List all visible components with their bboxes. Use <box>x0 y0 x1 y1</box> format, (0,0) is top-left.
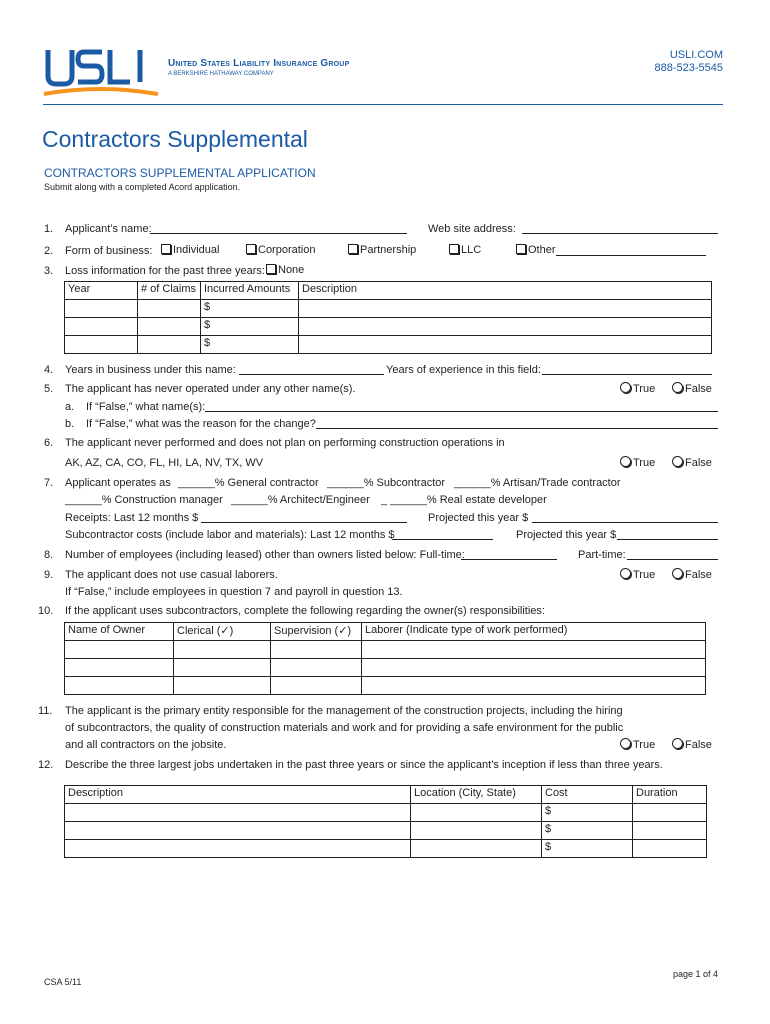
applicant-name-field[interactable] <box>150 233 407 234</box>
table-cell[interactable] <box>299 318 712 336</box>
subcontractor-costs-label: Subcontractor costs (include labor and materials): Last 12 months $ <box>65 529 395 541</box>
years-in-business-field[interactable] <box>239 374 384 375</box>
q9-false-radio[interactable] <box>672 568 712 581</box>
table-header-row <box>65 623 706 641</box>
q8-number: 8. <box>44 549 54 561</box>
table-cell[interactable]: $ <box>542 840 633 858</box>
table-cell[interactable] <box>271 641 362 659</box>
table-cell[interactable] <box>65 300 138 318</box>
table-cell[interactable] <box>65 318 138 336</box>
table-cell[interactable] <box>65 804 411 822</box>
parttime-field[interactable] <box>627 559 718 560</box>
q11-number: 11. <box>38 705 53 717</box>
q5b-label: If “False,” what was the reason for the change? <box>86 418 316 430</box>
table-cell[interactable] <box>271 659 362 677</box>
table-cell[interactable] <box>138 300 201 318</box>
table-cell[interactable]: $ <box>201 300 299 318</box>
jobs-col-duration: Duration <box>633 786 707 804</box>
logo-text: USLI <box>42 44 45 45</box>
q6-number: 6. <box>44 437 54 449</box>
table-cell[interactable]: $ <box>542 822 633 840</box>
q9-note: If “False,” include employees in question 7 and payroll in question 13. <box>65 586 403 598</box>
projected-label: Projected this year $ <box>428 512 529 524</box>
receipts-field[interactable] <box>201 522 407 523</box>
q10-number: 10. <box>38 605 54 617</box>
other-label: Other <box>528 244 556 256</box>
q5b-number: b. <box>65 418 75 430</box>
subcontractor-field[interactable]: ______% Subcontractor <box>327 477 446 489</box>
table-cell[interactable] <box>174 641 271 659</box>
table-cell[interactable] <box>174 659 271 677</box>
q9-label: The applicant does not use casual laborers. <box>65 569 278 581</box>
q6-label: The applicant never performed and does not plan on performing construction operations in <box>65 437 505 449</box>
table-cell[interactable] <box>362 641 706 659</box>
q6-true-radio[interactable] <box>620 456 655 469</box>
table-header-row <box>65 282 712 300</box>
table-cell[interactable] <box>299 300 712 318</box>
q4-label2: Years of experience in this field: <box>386 364 541 376</box>
q5-number: 5. <box>44 383 54 395</box>
q11-false-radio[interactable] <box>672 738 712 751</box>
architect-field[interactable]: ______% Architect/Engineer <box>231 494 370 506</box>
individual-label: Individual <box>173 244 220 256</box>
none-label: None <box>278 264 305 276</box>
table-row <box>65 822 707 840</box>
header-phone: 888-523-5545 <box>654 62 723 74</box>
table-cell[interactable] <box>633 840 707 858</box>
q6-false-radio[interactable] <box>672 456 712 469</box>
usli-logo <box>42 44 160 102</box>
table-cell[interactable] <box>299 336 712 354</box>
table-row <box>65 840 707 858</box>
table-cell[interactable] <box>65 336 138 354</box>
q2-number: 2. <box>44 245 54 257</box>
jobs-col-description: Description <box>65 786 411 804</box>
table-cell[interactable] <box>411 822 542 840</box>
true-label: True <box>633 383 656 395</box>
owners-col-clerical: Clerical (✓) <box>174 623 271 641</box>
table-cell[interactable] <box>65 840 411 858</box>
q5a-label: If “False,” what name(s): <box>86 401 206 413</box>
table-row <box>65 677 706 695</box>
q5-label: The applicant has never operated under any other name(s). <box>65 383 356 395</box>
loss-table <box>64 281 712 354</box>
table-row <box>65 659 706 677</box>
change-reason-field[interactable] <box>316 428 718 429</box>
false-label: False <box>685 569 712 581</box>
loss-col-claims: # of Claims <box>138 282 201 300</box>
q3-label: Loss information for the past three years: <box>65 265 265 277</box>
q11-line1: The applicant is the primary entity responsible for the management of the construction projects, including the hiring <box>65 705 623 717</box>
receipts-label: Receipts: Last 12 months $ <box>65 512 199 524</box>
owners-col-supervision: Supervision (✓) <box>271 623 362 641</box>
years-experience-field[interactable] <box>542 374 712 375</box>
table-cell[interactable] <box>271 677 362 695</box>
jobs-col-cost: Cost <box>542 786 633 804</box>
table-cell[interactable] <box>362 677 706 695</box>
form-code: CSA 5/11 <box>44 977 82 987</box>
false-label: False <box>685 739 712 751</box>
none-checkbox[interactable] <box>266 264 304 276</box>
true-label: True <box>633 457 656 469</box>
table-cell[interactable] <box>138 318 201 336</box>
real-estate-field[interactable]: _ ______% Real estate developer <box>381 494 547 506</box>
projected2-field[interactable] <box>617 539 718 540</box>
other-names-field[interactable] <box>205 411 718 412</box>
table-row <box>65 318 712 336</box>
company-tagline: A BERKSHIRE HATHAWAY COMPANY <box>168 71 274 77</box>
q2-label: Form of business: <box>65 245 153 257</box>
llc-checkbox[interactable] <box>449 244 481 256</box>
q7-label: Applicant operates as <box>65 477 171 489</box>
q1-number: 1. <box>44 223 54 235</box>
header-divider <box>43 104 723 105</box>
instruction-text: Submit along with a completed Acord application. <box>44 182 241 192</box>
true-label: True <box>633 739 656 751</box>
q9-true-radio[interactable] <box>620 568 655 581</box>
q12-label: Describe the three largest jobs undertaken in the past three years or since the applicant’s inception if less than three years. <box>65 759 663 771</box>
partnership-label: Partnership <box>360 244 417 256</box>
corporation-label: Corporation <box>258 244 316 256</box>
fulltime-field[interactable] <box>461 559 557 560</box>
table-cell[interactable] <box>65 641 174 659</box>
construction-manager-field[interactable]: ______% Construction manager <box>65 494 223 506</box>
q6-states: AK, AZ, CA, CO, FL, HI, LA, NV, TX, WV <box>65 457 264 469</box>
website-field[interactable] <box>522 233 718 234</box>
q9-number: 9. <box>44 569 54 581</box>
false-label: False <box>685 383 712 395</box>
loss-col-description: Description <box>299 282 712 300</box>
table-header-row <box>65 786 707 804</box>
table-row <box>65 300 712 318</box>
page-title: Contractors Supplemental <box>42 126 308 152</box>
table-cell[interactable] <box>633 822 707 840</box>
projected2-label: Projected this year $ <box>516 529 617 541</box>
table-row <box>65 804 707 822</box>
q11-true-radio[interactable] <box>620 738 655 751</box>
jobs-table <box>64 785 707 858</box>
q11-line3: and all contractors on the jobsite. <box>65 739 227 751</box>
table-cell[interactable] <box>362 659 706 677</box>
table-cell[interactable] <box>633 804 707 822</box>
table-cell[interactable] <box>411 840 542 858</box>
jobs-col-location: Location (City, State) <box>411 786 542 804</box>
parttime-label: Part-time: <box>578 549 626 561</box>
q3-number: 3. <box>44 265 54 277</box>
q4-label: Years in business under this name: <box>65 364 236 376</box>
q5-true-radio[interactable] <box>620 382 655 395</box>
table-cell[interactable] <box>65 659 174 677</box>
general-contractor-field[interactable]: ______% General contractor <box>178 477 319 489</box>
q4-number: 4. <box>44 364 54 376</box>
artisan-field[interactable]: ______% Artisan/Trade contractor <box>454 477 621 489</box>
projected-field[interactable] <box>532 522 718 523</box>
q10-label: If the applicant uses subcontractors, complete the following regarding the owner(s) responsibilities: <box>65 605 545 617</box>
page-subtitle: CONTRACTORS SUPPLEMENTAL APPLICATION <box>44 166 316 180</box>
q1-label: Applicant’s name: <box>65 223 152 235</box>
company-name: United States Liability Insurance Group <box>168 58 350 69</box>
q1-website-label: Web site address: <box>428 223 516 235</box>
q11-line2: of subcontractors, the quality of construction materials and work and for providing a safe environment for the public <box>65 722 624 734</box>
true-label: True <box>633 569 656 581</box>
q8-label: Number of employees (including leased) other than owners listed below: Full-time: <box>65 549 465 561</box>
q5a-number: a. <box>65 401 75 413</box>
subcontractor-costs-field[interactable] <box>392 539 493 540</box>
false-label: False <box>685 457 712 469</box>
table-cell[interactable] <box>411 804 542 822</box>
q7-number: 7. <box>44 477 54 489</box>
table-cell[interactable] <box>65 677 174 695</box>
table-cell[interactable] <box>138 336 201 354</box>
other-field[interactable] <box>556 255 706 256</box>
corporation-checkbox[interactable] <box>246 244 315 256</box>
table-cell[interactable]: $ <box>201 318 299 336</box>
table-cell[interactable] <box>174 677 271 695</box>
table-row <box>65 641 706 659</box>
owners-table <box>64 622 706 695</box>
page-number: page 1 of 4 <box>672 969 718 979</box>
header-website: USLI.COM <box>669 49 723 61</box>
q12-number: 12. <box>38 759 54 771</box>
other-checkbox[interactable] <box>516 244 556 256</box>
table-row <box>65 336 712 354</box>
individual-checkbox[interactable] <box>161 244 219 256</box>
llc-label: LLC <box>461 244 482 256</box>
table-cell[interactable]: $ <box>542 804 633 822</box>
loss-col-incurred: Incurred Amounts <box>201 282 299 300</box>
partnership-checkbox[interactable] <box>348 244 416 256</box>
table-cell[interactable]: $ <box>201 336 299 354</box>
q5-false-radio[interactable] <box>672 382 712 395</box>
owners-col-name: Name of Owner <box>65 623 174 641</box>
loss-col-year: Year <box>65 282 138 300</box>
owners-col-laborer: Laborer (Indicate type of work performed) <box>362 623 706 641</box>
table-cell[interactable] <box>65 822 411 840</box>
